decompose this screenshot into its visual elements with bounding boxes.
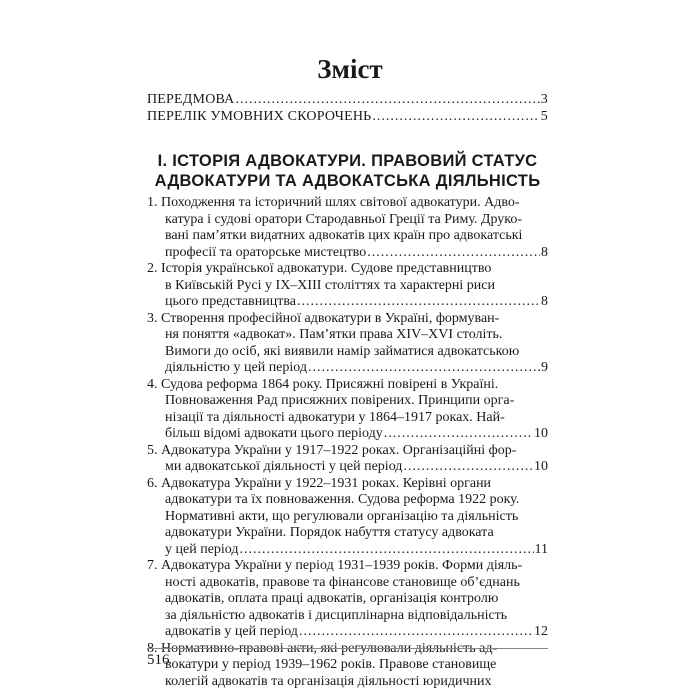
toc-entry-line: у цей період — [165, 541, 239, 557]
page-title: Зміст — [317, 54, 383, 84]
toc-entry-line: 2. Історія української адвокатури. Судове представництво — [147, 261, 492, 276]
toc-page-number: 3 — [540, 92, 548, 107]
section-heading — [147, 151, 548, 191]
toc-entry[interactable] — [147, 558, 548, 641]
toc-entry-last-line — [147, 294, 548, 311]
dot-leader — [299, 624, 533, 641]
toc-entry-line: ності адвокатів, правове та фінансове становище об’єднань — [165, 574, 520, 590]
dot-leader — [235, 92, 539, 109]
toc-entry-line: 7. Адвокатура України у період 1931–1939 років. Форми діяль- — [147, 558, 523, 573]
toc-entry-last-line — [147, 109, 548, 126]
toc-entry-last-line — [147, 542, 548, 559]
toc-entry[interactable] — [147, 195, 548, 261]
toc-entry-line: 6. Адвокатура України у 1922–1931 роках. Керівні органи — [147, 475, 492, 491]
toc-entry-line: професії та ораторське мистецтво — [165, 244, 367, 260]
toc-entry-line: колегій адвокатів та організація діяльності юридичних — [165, 673, 492, 689]
toc-page-number: 9 — [541, 360, 548, 375]
dot-leader — [403, 459, 533, 476]
footer-divider — [147, 648, 548, 649]
toc-entry[interactable] — [147, 476, 548, 559]
toc-entry-line: Вимоги до осіб, які виявили намір займатися адвокатською — [165, 343, 520, 359]
toc-entry-line: 8. Нормативно-правові акти, які регулювали діяльність ад- — [147, 640, 498, 656]
toc-entry[interactable] — [147, 443, 548, 476]
toc-page-number: 5 — [540, 108, 548, 124]
toc-entry-line: адвокатів, оплата праці адвокатів, організація контролю — [165, 591, 499, 606]
toc-entry-line: 3. Створення професійної адвокатури в Україні, формуван- — [147, 310, 500, 326]
toc-entry-last-line — [147, 92, 548, 109]
toc-entry-line: за діяльністю адвокатів і дисциплінарна відповідальність — [165, 607, 508, 623]
toc-entry[interactable] — [147, 261, 548, 311]
toc-entry-line: 4. Судова реформа 1864 року. Присяжні повірені в Україні. — [147, 376, 499, 392]
dot-leader — [308, 360, 540, 377]
toc-entry-line: адвокатури України. Порядок набуття статусу адвоката — [165, 525, 494, 540]
toc-entry-last-line — [147, 426, 548, 443]
toc-entry-line: в Київській Русі у IX–XIII століттях та характерні риси — [165, 277, 496, 293]
toc-page-number: 8 — [541, 244, 548, 260]
toc-entry-line: вокатури у період 1939–1962 років. Правове становище — [165, 657, 497, 672]
toc-page-number: 10 — [534, 459, 548, 474]
toc-entry-line: 5. Адвокатура України у 1917–1922 роках. Організаційні фор- — [147, 442, 517, 458]
dot-leader — [372, 109, 539, 126]
toc-page-number: 10 — [534, 426, 548, 441]
toc-entry-line: катура і судові оратори Стародавньої Греції та Риму. Друко- — [165, 211, 523, 227]
section-heading-line: АДВОКАТУРИ ТА АДВОКАТСЬКА ДІЯЛЬНІСТЬ — [154, 172, 541, 190]
toc-entry-line: цього представництва — [165, 294, 296, 309]
dot-leader — [297, 294, 540, 311]
toc-entry-line: більш відомі адвокати цього періоду — [165, 426, 383, 441]
toc-entry-line: ПЕРЕЛІК УМОВНИХ СКОРОЧЕНЬ — [147, 108, 372, 124]
toc-entry-line: адвокатури та їх повноваження. Судова реформа 1922 року. — [165, 492, 520, 507]
toc-page-number: 12 — [534, 624, 548, 639]
toc-entry-last-line — [147, 245, 548, 262]
toc-entry[interactable] — [147, 377, 548, 443]
toc-page-number: 11 — [534, 541, 548, 557]
dot-leader — [384, 426, 533, 443]
page-number: 516 — [147, 652, 170, 668]
toc-entry-last-line — [147, 624, 548, 641]
toc-entry[interactable] — [147, 109, 548, 126]
toc-entry-line: адвокатів у цей період — [165, 624, 298, 639]
section-heading-line: І. ІСТОРІЯ АДВОКАТУРИ. ПРАВОВИЙ СТАТУС — [157, 152, 538, 170]
toc-entry-last-line — [147, 360, 548, 377]
toc-entry-line: Повноваження Рад присяжних повірених. Принципи орга- — [165, 393, 515, 408]
toc-entry-last-line — [147, 459, 548, 476]
table-of-contents — [147, 92, 548, 690]
toc-entry-line: вані пам’ятки видатних адвокатів цих країн про адвокатські — [165, 228, 523, 243]
toc-entry[interactable] — [147, 92, 548, 109]
toc-entry-line: ми адвокатської діяльності у цей період — [165, 459, 403, 474]
toc-entry[interactable] — [147, 311, 548, 377]
toc-page-number: 8 — [541, 294, 548, 309]
dot-leader — [240, 542, 534, 559]
toc-entry-line: ня поняття «адвокат». Пам’ятки права XIV–XVI століть. — [165, 327, 503, 342]
toc-entry-line: ПЕРЕДМОВА — [147, 92, 235, 107]
toc-entry-line: діяльністю у цей період — [165, 360, 308, 375]
toc-entry-line: нізації та діяльності адвокатури у 1864–1917 роках. Най- — [165, 409, 505, 425]
dot-leader — [367, 245, 540, 262]
toc-entry-line: Нормативні акти, що регулювали організацію та діяльність — [165, 508, 519, 524]
toc-entry-line: 1. Походження та історичний шлях світової адвокатури. Адво- — [147, 195, 520, 210]
